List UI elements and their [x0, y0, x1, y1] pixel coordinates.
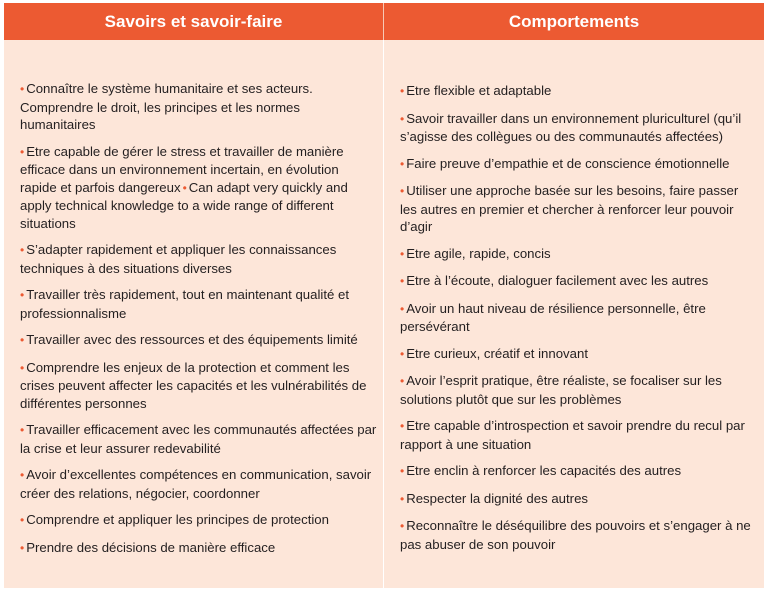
list-item: • Etre flexible et adaptable	[400, 83, 552, 98]
list-item: • Avoir d’excellentes compétences en communication, savoir créer des relations, négocier, coordonner	[20, 467, 372, 501]
list-item: • S’adapter rapidement et appliquer les connaissances techniques à des situations diverses	[20, 242, 337, 276]
bullet-icon: •	[400, 84, 405, 98]
list-item: • Avoir un haut niveau de résilience personnelle, être persévérant	[400, 300, 706, 334]
bullet-icon: •	[20, 540, 25, 555]
bullet-icon: •	[20, 288, 25, 302]
bullet-icon: •	[400, 346, 405, 361]
bullet-icon: •	[20, 423, 25, 437]
list-item: • Faire preuve d’empathie et de conscience émotionnelle	[400, 155, 730, 171]
list-item: • Prendre des décisions de manière efficace	[20, 539, 276, 555]
list-item: • Etre à l’écoute, dialoguer facilement avec les autres	[400, 273, 709, 288]
bullet-icon: •	[20, 82, 25, 96]
bullet-icon: •	[20, 333, 25, 347]
bullet-icon: •	[400, 374, 405, 388]
list-item: • Respecter la dignité des autres	[400, 490, 589, 506]
column-savoirs	[4, 40, 384, 588]
header-comportements: Comportements	[384, 3, 764, 40]
list-item: • Etre agile, rapide, concis	[400, 245, 551, 261]
bullet-icon: •	[20, 144, 25, 159]
list-item: • Etre curieux, créatif et innovant	[400, 345, 588, 361]
list-item: • Etre capable de gérer le stress et travailler de manière efficace dans un environnement incertain, en évolution rapide et parfois dangereux • Can adapt very quickly and apply technical knowledge to a wide range of different situations	[20, 143, 348, 231]
list-item: • Comprendre les enjeux de la protection et comment les crises peuvent affecter les capacités et les vulnérabilités de différentes personnes	[20, 359, 367, 411]
bullet-icon: •	[400, 491, 405, 506]
bullet-icon: •	[400, 419, 405, 433]
list-item: • Etre capable d’introspection et savoir prendre du recul par rapport à une situation	[400, 418, 745, 452]
list-item: • Travailler très rapidement, tout en maintenant qualité et professionnalisme	[20, 287, 349, 321]
list-item: • Connaître le système humanitaire et ses acteurs. Comprendre le droit, les principes et les normes humanitaires	[20, 81, 313, 132]
competencies-table	[4, 3, 764, 588]
bullet-icon: •	[20, 468, 25, 482]
bullet-icon: •	[400, 464, 405, 478]
bullet-icon: •	[400, 246, 405, 261]
list-item: • Etre enclin à renforcer les capacités des autres	[400, 463, 682, 478]
bullet-icon: •	[20, 243, 25, 257]
list-item: • Comprendre et appliquer les principes de protection	[20, 512, 329, 527]
header-savoirs: Savoirs et savoir-faire	[4, 3, 384, 40]
list-item: • Travailler efficacement avec les communautés affectées par la crise et leur assurer redevabilité	[20, 422, 377, 456]
list-item: • Travailler avec des ressources et des équipements limité	[20, 332, 358, 347]
bullet-icon: •	[400, 274, 405, 288]
bullet-icon: •	[20, 513, 25, 527]
bullet-icon: •	[400, 111, 405, 126]
list-item: • Reconnaître le déséquilibre des pouvoirs et s’engager à ne pas abuser de son pouvoir	[400, 518, 751, 552]
bullet-icon: •	[182, 180, 187, 195]
bullet-icon: •	[400, 301, 405, 316]
bullet-icon: •	[400, 156, 405, 171]
list-item: • Avoir l’esprit pratique, être réaliste, se focaliser sur les solutions plutôt que sur les problèmes	[400, 373, 722, 407]
column-comportements	[384, 40, 764, 588]
list-item: • Utiliser une approche basée sur les besoins, faire passer les autres en premier et chercher à renforcer leur pouvoir d’agir	[400, 183, 739, 234]
bullet-icon: •	[20, 360, 25, 375]
list-item: • Savoir travailler dans un environnement pluriculturel (qu’il s’agisse des collègues ou des communautés affectées)	[400, 110, 742, 144]
bullet-icon: •	[400, 519, 405, 533]
bullet-icon: •	[400, 184, 405, 198]
